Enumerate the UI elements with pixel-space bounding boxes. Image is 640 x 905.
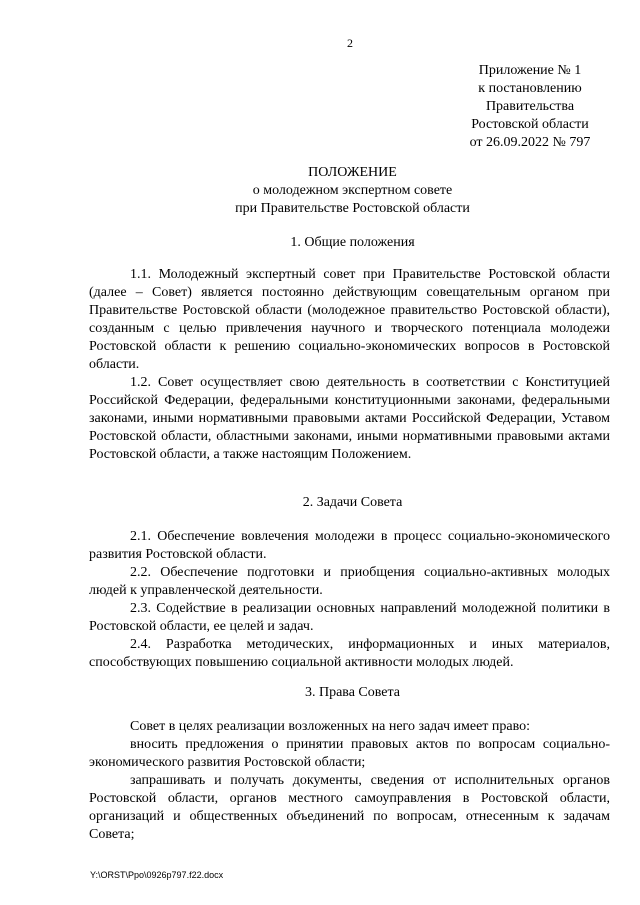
title-main: ПОЛОЖЕНИЕ	[308, 165, 397, 180]
paragraph: 2.4. Разработка методических, информационных и иных материалов, способствующих повышению социальной активности молодых людей.	[89, 637, 610, 670]
paragraph: 1.2. Совет осуществляет свою деятельность в соответствии с Конституцией Российской Федерации, федеральными конституционными законами, федеральными законами, иными нормативными правовыми актами Российской Федерации, Уставом Ростовской области, областными законами, иными нормативными правовыми актами Ростовской области, а также настоящим Положением.	[89, 375, 610, 462]
appendix-date-number: от 26.09.2022 № 797	[469, 135, 591, 150]
footer-file-path: Y:\ORST\Ppo\0926p797.f22.docx	[90, 870, 224, 880]
appendix-line: Приложение № 1	[478, 63, 582, 78]
document-title	[0, 164, 640, 218]
section-tasks-body	[89, 528, 610, 672]
page-number: 2	[347, 36, 353, 50]
appendix-line: Ростовской области	[471, 117, 589, 132]
paragraph: Совет в целях реализации возложенных на него задач имеет право:	[130, 719, 531, 734]
title-subtitle: при Правительстве Ростовской области	[235, 201, 470, 216]
title-subtitle: о молодежном экспертном совете	[252, 183, 453, 198]
section-heading-tasks: 2. Задачи Совета	[302, 495, 403, 510]
section-rights-body	[89, 718, 610, 844]
paragraph: 2.3. Содействие в реализации основных направлений молодежной политики в Ростовской области, ее целей и задач.	[89, 601, 610, 634]
paragraph: 2.1. Обеспечение вовлечения молодежи в процесс социально-экономического развития Ростовской области.	[89, 529, 610, 562]
appendix-line: к постановлению	[478, 81, 582, 96]
paragraph: 2.2. Обеспечение подготовки и приобщения социально-активных молодых людей к управленческой деятельности.	[89, 565, 610, 598]
section-general-body	[89, 266, 610, 464]
paragraph: вносить предложения о принятии правовых актов по вопросам социально-экономического развития Ростовской области;	[89, 737, 610, 770]
section-heading-rights: 3. Права Совета	[304, 685, 401, 700]
paragraph: запрашивать и получать документы, сведения от исполнительных органов Ростовской области, органов местного самоуправления в Ростовской области, организаций и общественных объединений по вопросам, отнесенным к задачам Совета;	[89, 773, 610, 842]
appendix-block	[430, 62, 630, 152]
section-heading-general: 1. Общие положения	[290, 235, 415, 250]
appendix-line: Правительства	[485, 99, 575, 114]
paragraph: 1.1. Молодежный экспертный совет при Правительстве Ростовской области (далее – Совет) является постоянно действующим совещательным органом при Правительстве Ростовской области (молодежное правительство Ростовской области), созданным с целью привлечения научного и творческого потенциала молодежи Ростовской области к решению социально-экономических вопросов в Ростовской области.	[89, 267, 610, 372]
